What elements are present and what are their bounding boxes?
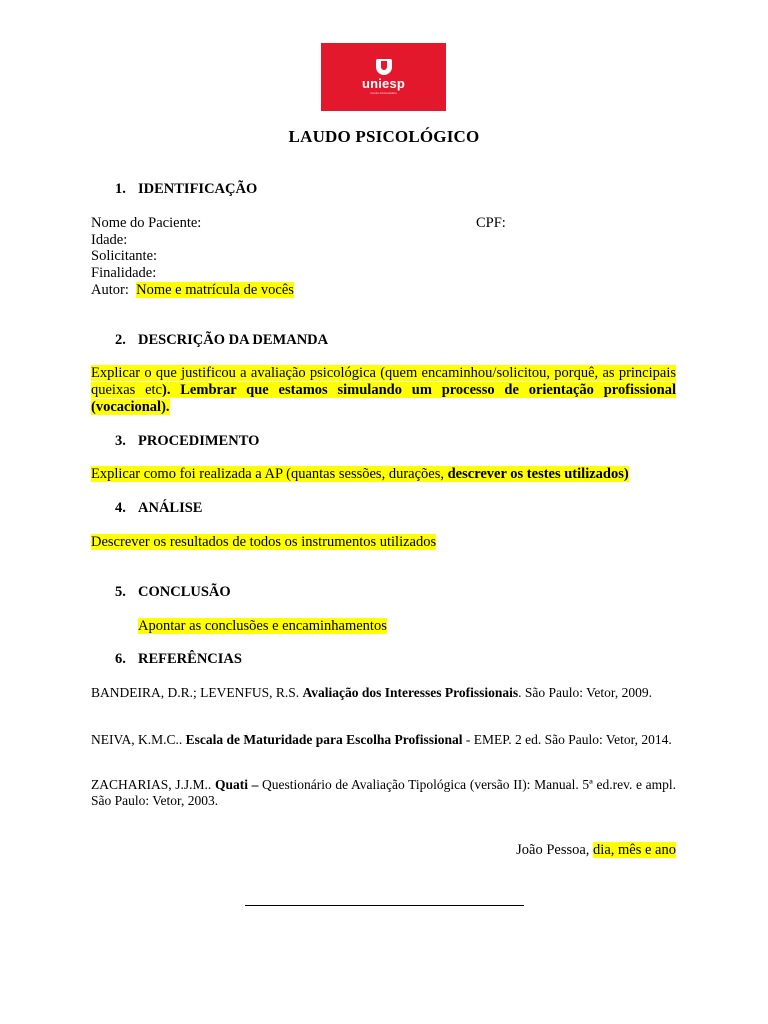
field-solicitante: Solicitante: (91, 248, 158, 264)
conclusao-paragraph: Apontar as conclusões e encaminhamentos (138, 618, 387, 634)
section-heading-identificacao: 1. IDENTIFICAÇÃO (115, 181, 258, 197)
place: João Pessoa, (516, 842, 594, 858)
section-heading-demanda: 2. DESCRIÇÃO DA DEMANDA (115, 332, 329, 348)
place-date-line (91, 842, 676, 859)
section-heading-referencias: 6. REFERÊNCIAS (115, 651, 242, 667)
demanda-paragraph: Explicar o que justificou a avaliação psicológica (quem encaminhou/solicitou, porquê, as principais queixas etc). Lembrar que estamos simulando um processo de orientação profissional (vocacional). (91, 365, 676, 415)
procedimento-paragraph: Explicar como foi realizada a AP (quantas sessões, durações, descrever os testes utilizados) (91, 466, 629, 482)
field-nome-paciente: Nome do Paciente: (91, 215, 202, 231)
logo-wordmark: uniesp (361, 76, 406, 91)
autor-placeholder: Nome e matrícula de vocês (136, 282, 294, 298)
section-heading-conclusao: 5. CONCLUSÃO (115, 584, 231, 600)
field-cpf: CPF: (476, 215, 506, 231)
autor-label: Autor: (91, 282, 129, 298)
date-placeholder: dia, mês e ano (593, 842, 676, 858)
field-autor (91, 282, 294, 299)
uniesp-logo (321, 43, 446, 111)
section-heading-analise: 4. ANÁLISE (115, 500, 203, 516)
logo-tagline: Centro Universitário (370, 91, 397, 95)
section-heading-procedimento: 3. PROCEDIMENTO (115, 433, 260, 449)
reference-item: ZACHARIAS, J.J.M.. Quati – Questionário de Avaliação Tipológica (versão II): Manual. 5ª ed.rev. e ampl. São Paulo: Vetor, 2003. (91, 777, 676, 808)
field-idade: Idade: (91, 232, 128, 248)
reference-item: BANDEIRA, D.R.; LEVENFUS, R.S. Avaliação dos Interesses Profissionais. São Paulo: Vetor, 2009. (91, 685, 653, 700)
uniesp-mark-icon (376, 59, 392, 75)
analise-paragraph: Descrever os resultados de todos os instrumentos utilizados (91, 534, 437, 550)
signature-line (245, 905, 524, 906)
reference-item: NEIVA, K.M.C.. Escala de Maturidade para Escolha Profissional - EMEP. 2 ed. São Paulo: Vetor, 2014. (91, 732, 672, 747)
field-finalidade: Finalidade: (91, 265, 157, 281)
document-title: LAUDO PSICOLÓGICO (288, 127, 480, 146)
